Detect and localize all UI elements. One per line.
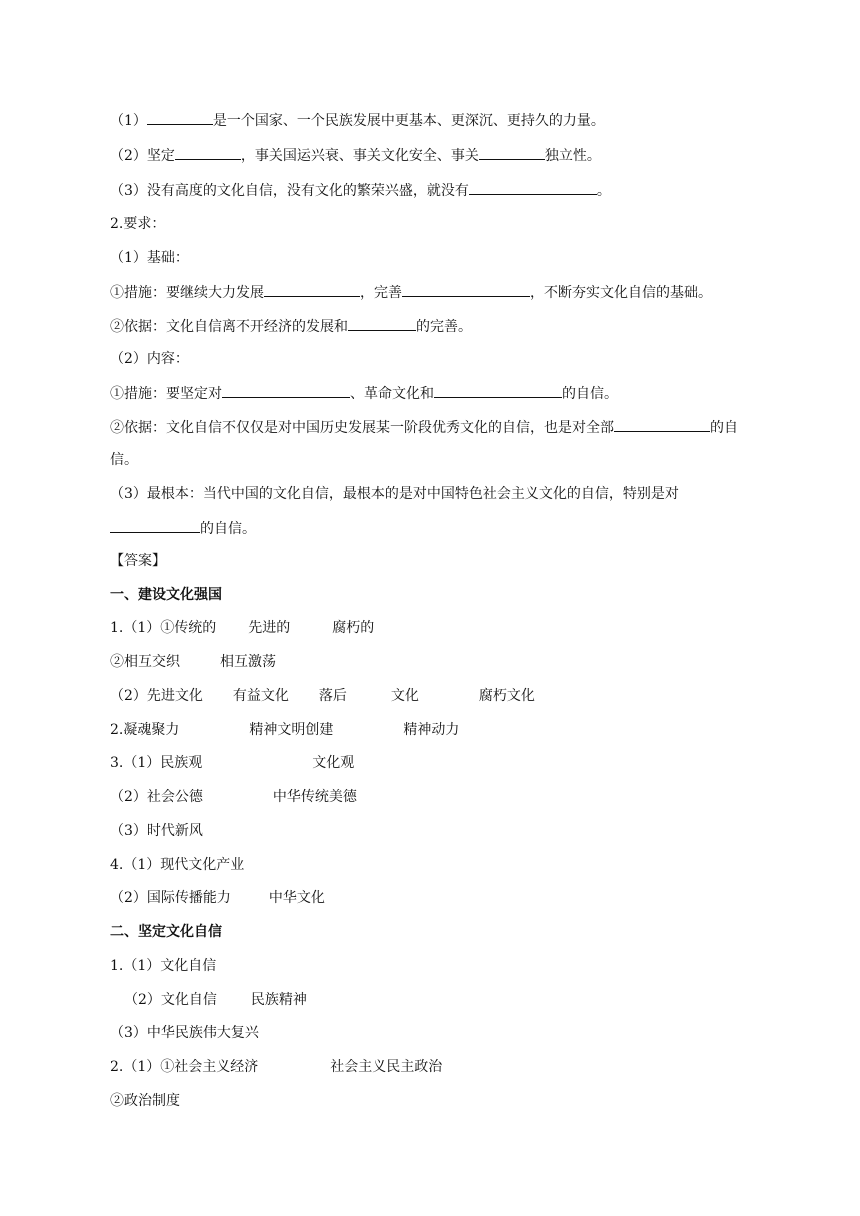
question-2-2-title: （2）内容：	[110, 351, 189, 367]
text: ②相互交织	[110, 654, 180, 670]
text: 文化	[390, 688, 419, 704]
question-2-2-b	[110, 417, 738, 438]
text: ①措施：要继续大力发展	[110, 285, 264, 301]
answers-header: 【答案】	[110, 553, 166, 569]
text: 腐朽文化	[478, 688, 535, 704]
answer-b1-2	[124, 990, 307, 1010]
question-2-3-continued	[110, 518, 256, 539]
question-2-1-title: （1）基础：	[110, 250, 189, 266]
text: ②依据：文化自信不仅仅是对中国历史发展某一阶段优秀文化的自信，也是对全部	[110, 420, 614, 436]
answer-blank[interactable]	[222, 383, 350, 398]
text: 精神动力	[403, 722, 460, 738]
question-1-3	[110, 180, 611, 201]
text: （2）先进文化	[110, 688, 203, 704]
text: 腐朽的	[332, 620, 375, 636]
text: ②依据：文化自信离不开经济的发展和	[110, 319, 348, 335]
text: 的自	[710, 420, 738, 436]
text: 1.（1）①传统的	[110, 620, 217, 636]
text: 2.凝魂聚力	[110, 722, 180, 738]
answer-blank[interactable]	[614, 417, 710, 432]
question-2-1-b	[110, 316, 472, 337]
question-1-2	[110, 145, 601, 166]
text: 中华文化	[268, 890, 325, 906]
text: 精神文明创建	[249, 722, 334, 738]
text: （2）社会公德	[110, 789, 203, 805]
text: 2.（1）①社会主义经济	[110, 1059, 259, 1075]
answer-1-2	[110, 686, 535, 706]
answer-blank[interactable]	[264, 282, 360, 297]
text: 中华传统美德	[272, 789, 357, 805]
answer-b1-1: 1.（1）文化自信	[110, 958, 217, 974]
answer-blank[interactable]	[147, 110, 213, 125]
text: 民族精神	[250, 992, 307, 1008]
question-2-title: 2.要求：	[110, 216, 166, 232]
answer-b2-2: ②政治制度	[110, 1093, 180, 1109]
answer-2	[110, 720, 459, 740]
question-2-1-a	[110, 282, 712, 303]
text: 文化观	[312, 755, 355, 771]
text: ，不断夯实文化自信的基础。	[530, 285, 712, 301]
text: （2）国际传播能力	[110, 890, 231, 906]
text: 3.（1）民族观	[110, 755, 203, 771]
answer-blank[interactable]	[110, 518, 200, 533]
answer-1-1-b	[110, 652, 276, 672]
answer-3-1	[110, 753, 354, 773]
text: （2）坚定	[110, 148, 175, 164]
answer-4-1: 4.（1）现代文化产业	[110, 857, 245, 873]
text: （3）没有高度的文化自信，没有文化的繁荣兴盛，就没有	[110, 183, 469, 199]
text: ①措施：要坚定对	[110, 386, 222, 402]
answer-blank[interactable]	[175, 145, 241, 160]
question-1-1	[110, 110, 605, 131]
answer-3-3: （3）时代新风	[110, 823, 203, 839]
text: 的自信。	[200, 521, 256, 537]
text: 落后	[318, 688, 347, 704]
answer-blank[interactable]	[479, 145, 545, 160]
answer-b1-3: （3）中华民族伟大复兴	[110, 1025, 259, 1041]
text: （2）文化自信	[124, 992, 217, 1008]
text: ，完善	[360, 285, 402, 301]
text: 社会主义民主政治	[330, 1059, 443, 1075]
answer-blank[interactable]	[434, 383, 562, 398]
question-2-2-b-continued: 信。	[110, 452, 138, 468]
answer-b2-1	[110, 1057, 442, 1077]
text: 的自信。	[562, 386, 618, 402]
text: 、革命文化和	[350, 386, 434, 402]
text: 相互激荡	[220, 654, 276, 670]
text: 独立性。	[544, 148, 601, 164]
text: 是一个国家、一个民族发展中更基本、更深沉、更持久的力量。	[212, 113, 605, 129]
section-2-title: 二、坚定文化自信	[110, 924, 222, 940]
answer-blank[interactable]	[402, 282, 530, 297]
question-2-3: （3）最根本：当代中国的文化自信，最根本的是对中国特色社会主义文化的自信，特别是对	[110, 486, 679, 502]
text: 有益文化	[232, 688, 289, 704]
section-1-title: 一、建设文化强国	[110, 587, 222, 603]
answer-blank[interactable]	[469, 180, 597, 195]
text: 。	[596, 183, 611, 199]
text: 先进的	[248, 620, 291, 636]
text: 的完善。	[416, 319, 472, 335]
question-2-2-a	[110, 383, 618, 404]
answer-1-1	[110, 618, 374, 638]
text: ，事关国运兴衰、事关文化安全、事关	[240, 148, 479, 164]
text: （1）	[110, 113, 147, 129]
answer-blank[interactable]	[348, 316, 416, 331]
answer-4-2	[110, 888, 325, 908]
answer-3-2	[110, 787, 357, 807]
